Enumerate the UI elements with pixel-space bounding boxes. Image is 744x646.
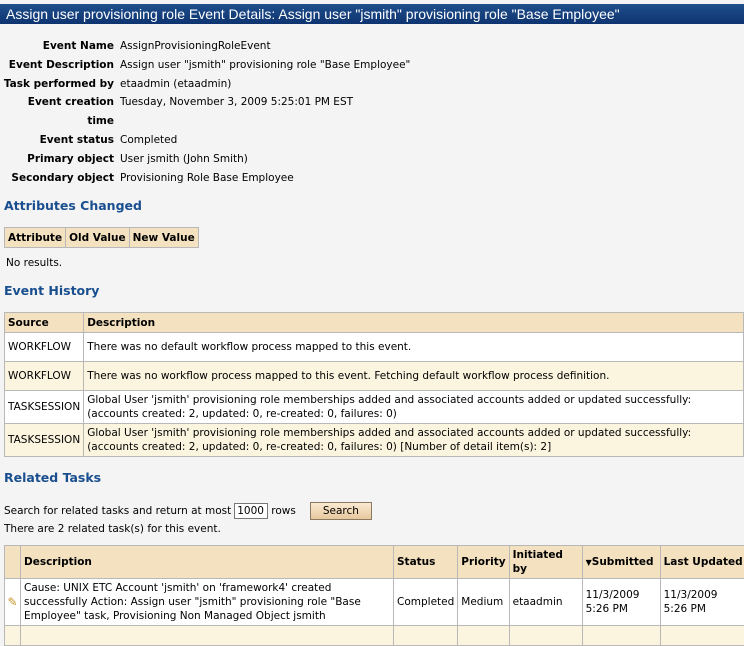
description-cell: There was no workflow process mapped to this event. Fetching default workflow process definition. (84, 362, 744, 391)
property-value: etaadmin (etaadmin) (120, 75, 231, 94)
table-row (5, 424, 744, 457)
property-row (0, 75, 744, 94)
sort-descending-icon: ▼ (586, 558, 592, 567)
column-header[interactable]: Old Value (66, 228, 130, 248)
column-header[interactable]: New Value (129, 228, 198, 248)
property-row (0, 93, 744, 131)
column-header: Source (5, 313, 84, 333)
property-value: Assign user "jsmith" provisioning role "Base Employee" (120, 56, 410, 75)
property-label: Event status (0, 131, 120, 150)
column-header[interactable]: Description (21, 546, 394, 579)
page-title: Assign user provisioning role Event Details: Assign user "jsmith" provisioning role "Base Employee" (0, 4, 744, 24)
related-search (4, 501, 744, 521)
history-table (4, 312, 744, 457)
property-label: Event Name (0, 37, 120, 56)
property-row (0, 169, 744, 188)
property-value: Provisioning Role Base Employee (120, 169, 294, 188)
column-label: Submitted (592, 556, 654, 568)
search-suffix: rows (271, 504, 296, 518)
property-value: Completed (120, 131, 177, 150)
column-header[interactable]: Initiated by (509, 546, 582, 579)
table-row (5, 333, 744, 362)
column-header[interactable]: Last Updated (660, 546, 744, 579)
table-row (5, 391, 744, 424)
search-prefix: Search for related tasks and return at most (4, 504, 231, 518)
attributes-heading: Attributes Changed (4, 198, 744, 214)
source-cell: TASKSESSION (5, 391, 84, 424)
attributes-table (4, 227, 199, 248)
property-label: Task performed by (0, 75, 120, 94)
priority-cell: Medium (458, 579, 509, 626)
property-label: Event creation time (0, 93, 120, 131)
column-header[interactable]: Priority (458, 546, 509, 579)
pencil-icon[interactable]: ✎ (5, 579, 21, 626)
property-label: Primary object (0, 150, 120, 169)
property-row (0, 150, 744, 169)
property-value: Tuesday, November 3, 2009 5:25:01 PM EST (120, 93, 353, 131)
table-row (5, 579, 744, 626)
column-header[interactable]: Status (394, 546, 458, 579)
property-value: AssignProvisioningRoleEvent (120, 37, 271, 56)
updated-cell: 11/3/2009 5:26 PM (660, 579, 744, 626)
icon-column-header (5, 546, 21, 579)
property-row (0, 37, 744, 56)
column-header: Description (84, 313, 744, 333)
property-value: User jsmith (John Smith) (120, 150, 248, 169)
initiated-cell: etaadmin (509, 579, 582, 626)
event-properties (0, 37, 744, 187)
max-rows-input[interactable] (234, 503, 268, 519)
column-header-submitted[interactable] (582, 546, 660, 579)
description-cell: Cause: UNIX ETC Account 'jsmith' on 'framework4' created successfully Action: Assign user "jsmith" provisioning role "Base Employee" task, Provisioning Non Managed Object jsmith (21, 579, 394, 626)
description-cell: Global User 'jsmith' provisioning role memberships added and associated accounts added or updated successfully: (accounts created: 2, updated: 0, re-created: 0, failures: 0) (84, 391, 744, 424)
property-row (0, 56, 744, 75)
property-label: Secondary object (0, 169, 120, 188)
source-cell: TASKSESSION (5, 424, 84, 457)
no-results-text: No results. (6, 256, 744, 270)
source-cell: WORKFLOW (5, 362, 84, 391)
property-label: Event Description (0, 56, 120, 75)
related-heading: Related Tasks (4, 470, 744, 486)
search-button[interactable]: Search (310, 502, 372, 520)
description-cell: Global User 'jsmith' provisioning role memberships added and associated accounts added or updated successfully: (accounts created: 2, updated: 0, re-created: 0, failures: 0) [Number of detail item(s): 2] (84, 424, 744, 457)
submitted-cell: 11/3/2009 5:26 PM (582, 579, 660, 626)
property-row (0, 131, 744, 150)
status-cell: Completed (394, 579, 458, 626)
source-cell: WORKFLOW (5, 333, 84, 362)
description-cell: There was no default workflow process mapped to this event. (84, 333, 744, 362)
column-header[interactable]: Attribute (5, 228, 66, 248)
related-tasks-table (4, 545, 744, 646)
table-row (5, 626, 744, 646)
related-count: There are 2 related task(s) for this event. (4, 522, 744, 536)
table-row (5, 362, 744, 391)
history-heading: Event History (4, 283, 744, 299)
